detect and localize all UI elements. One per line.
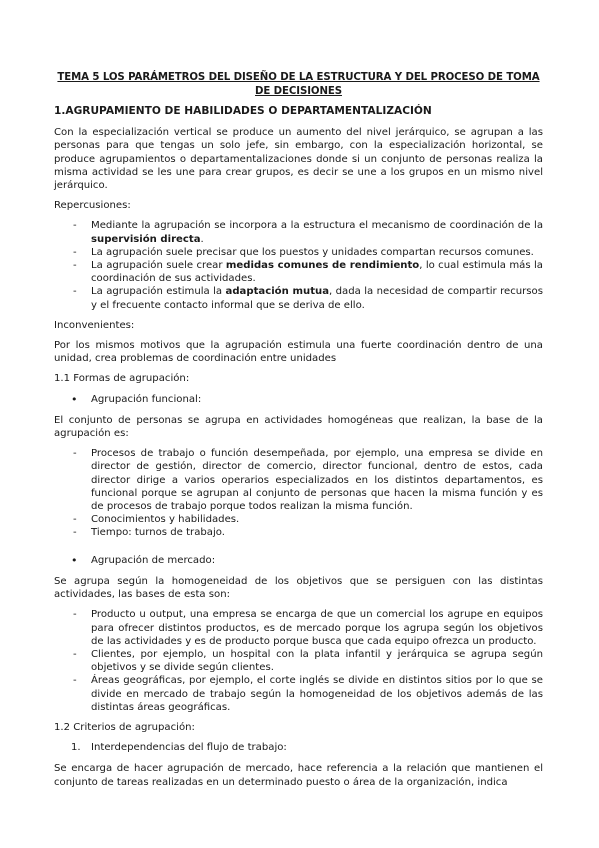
list-item: - La agrupación suele precisar que los puestos y unidades compartan recursos comunes. [54, 246, 543, 259]
list-item: - La agrupación suele crear medidas comunes de rendimiento, lo cual estimula más la coordinación de sus actividades. [54, 259, 543, 285]
intro-paragraph: Con la especialización vertical se produce un aumento del nivel jerárquico, se agrupan a las personas para que tengas un solo jefe, sin embargo, con la especialización horizontal, se produce agrupamientos o departamentalizaciones donde si un conjunto de personas realiza la misma actividad se les une para crear grupos, es decir se une a los grupos en un mismo nivel jerárquico. [54, 127, 543, 192]
list-item: - Procesos de trabajo o función desempeñada, por ejemplo, una empresa se divide en director de gestión, director de comercio, director funcional, dentro de estos, cada director dirige a varios operarios especializados en los distintos departamentos, es funcional porque se agrupan al conjunto de personas que hacen la misma función y es de procesos de trabajo porque todos realizan la misma función. [54, 447, 543, 513]
list-item: - La agrupación estimula la adaptación mutua, dada la necesidad de compartir recursos y el frecuente contacto informal que se deriva de ello. [54, 285, 543, 311]
numbered-item-interdependencias [54, 741, 543, 754]
bullet-agrupacion-mercado: • Agrupación de mercado: [54, 554, 543, 567]
mercado-paragraph: Se agrupa según la homogeneidad de los objetivos que se persiguen con las distintas actividades, las bases de esta son: [54, 575, 543, 601]
list-item: - Clientes, por ejemplo, un hospital con la plata infantil y jerárquica se agrupa según objetivos y se divide según clientes. [54, 648, 543, 674]
item-label: Interdependencias del flujo de trabajo: [91, 742, 287, 754]
list-item: - Mediante la agrupación se incorpora a la estructura el mecanismo de coordinación de la supervisión directa. [54, 219, 543, 245]
funcional-paragraph: El conjunto de personas se agrupa en actividades homogéneas que realizan, la base de la agrupación es: [54, 414, 543, 440]
list-item: - Tiempo: turnos de trabajo. [54, 526, 543, 539]
funcional-list [54, 447, 543, 539]
inconvenientes-paragraph: Por los mismos motivos que la agrupación estimula una fuerte coordinación dentro de una unidad, crea problemas de coordinación entre unidades [54, 340, 543, 365]
repercusiones-label: Repercusiones: [54, 200, 131, 212]
section-heading-1-1: 1.1 Formas de agrupación: [54, 373, 190, 385]
list-item: - Conocimientos y habilidades. [54, 513, 543, 526]
document-body [54, 105, 543, 796]
repercusiones-list [54, 219, 543, 311]
bullet-agrupacion-funcional: • Agrupación funcional: [54, 393, 543, 406]
mercado-list [54, 608, 543, 714]
document-title: TEMA 5 LOS PARÁMETROS DEL DISEÑO DE LA ESTRUCTURA Y DEL PROCESO DE TOMA DE DECISIONES [57, 72, 540, 97]
item-number: 1. [71, 742, 81, 754]
list-item: - Producto u output, una empresa se encarga de que un comercial los agrupe en equipos para ofrecer distintos productos, es de mercado porque los agrupa según los objetivos de las actividades y es de producto porque busca que cada equipo ofrezca un producto. [54, 608, 543, 648]
list-item: - Áreas geográficas, por ejemplo, el corte inglés se divide en distintos sitios por lo que se divide en mercado de trabajo según la homogeneidad de los objetivos además de las distintas áreas geográficas. [54, 674, 543, 714]
inconvenientes-label: Inconvenientes: [54, 319, 135, 331]
interdependencias-paragraph: Se encarga de hacer agrupación de mercado, hace referencia a la relación que mantienen el conjunto de tareas realizadas en un determinado puesto o área de la organización, indica [54, 763, 543, 788]
section-heading-1: 1.AGRUPAMIENTO DE HABILIDADES O DEPARTAMENTALIZACIÓN [54, 105, 432, 117]
section-heading-1-2: 1.2 Criterios de agrupación: [54, 721, 195, 733]
